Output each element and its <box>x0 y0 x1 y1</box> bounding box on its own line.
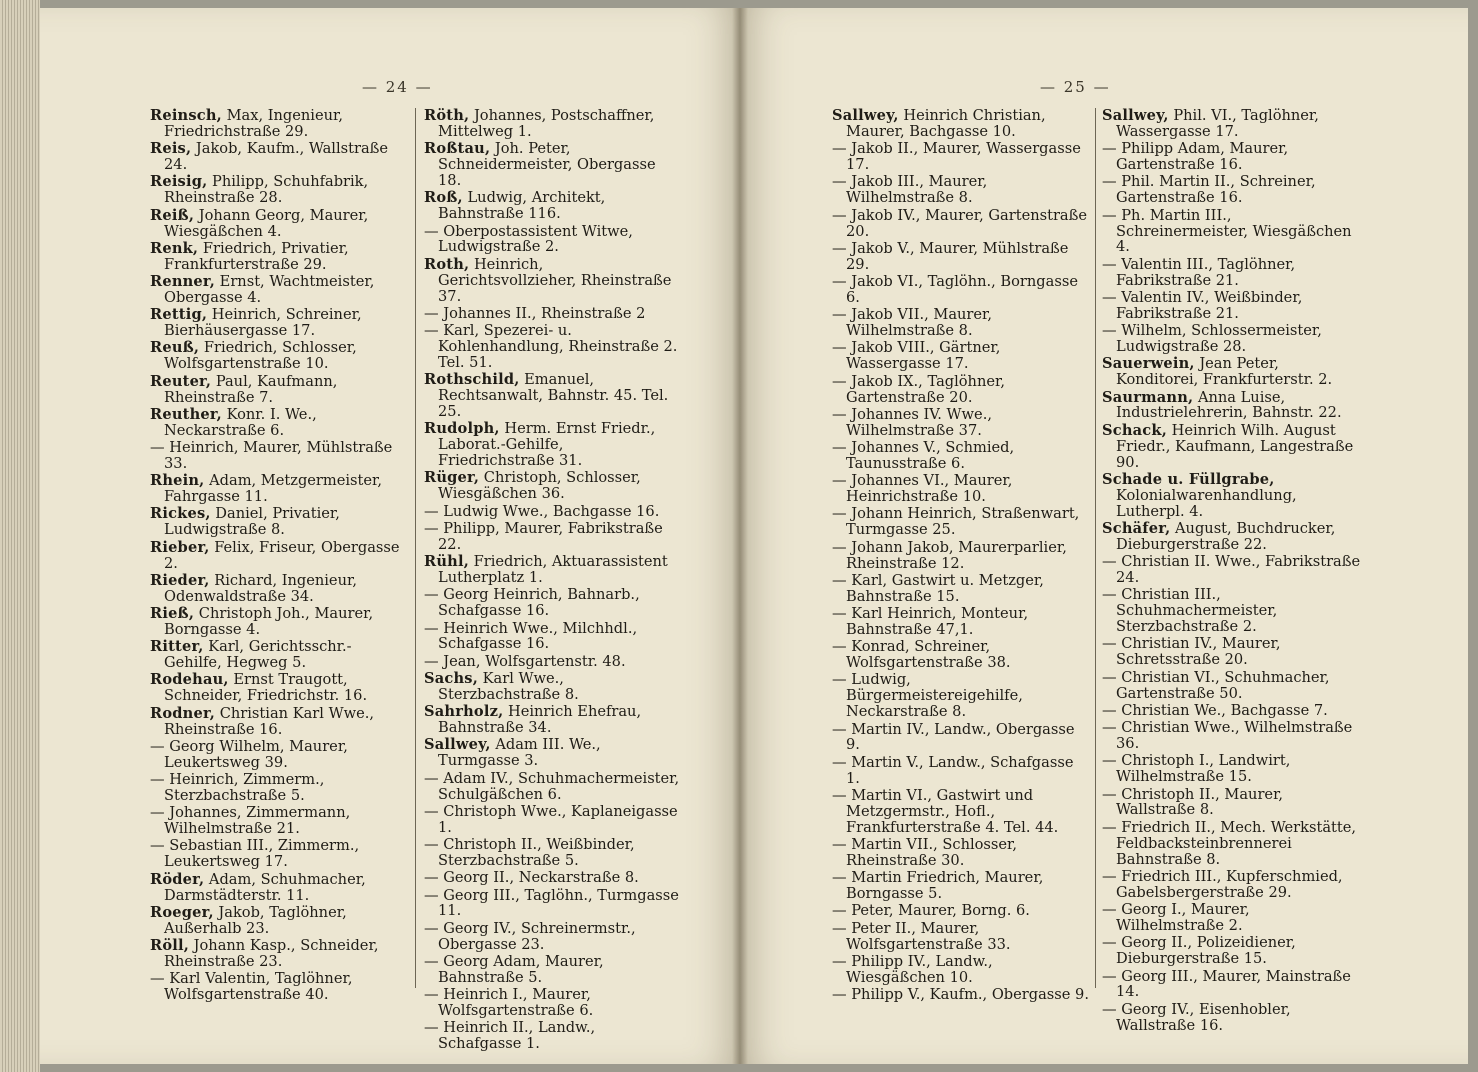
entry-details: — Ludwig, Bürgermeistereigehilfe, Neckarstraße 8. <box>832 671 1023 721</box>
entry-surname: Reuter, <box>150 372 212 390</box>
directory-entry <box>424 504 682 520</box>
directory-entry <box>424 108 682 140</box>
entry-surname: Reinsch, <box>150 107 222 124</box>
entry-details: Jakob, Taglöhner, Außerhalb 23. <box>164 903 347 937</box>
directory-entry <box>1102 521 1362 553</box>
directory-entry <box>150 639 408 671</box>
entry-details: — Georg Adam, Maurer, Bahnstraße 5. <box>424 952 604 986</box>
entry-surname: Roth, <box>424 255 470 273</box>
entry-details: Friedrich, Privatier, Frankfurterstraße 29. <box>164 239 349 273</box>
entry-details: — Georg Heinrich, Bahnarb., Schafgasse 16. <box>424 586 640 620</box>
entry-details: Richard, Ingenieur, Odenwaldstraße 34. <box>164 571 357 605</box>
directory-entry <box>150 473 408 505</box>
entry-details: — Heinrich II., Landw., Schafgasse 1. <box>424 1019 596 1053</box>
directory-entry <box>832 506 1090 538</box>
directory-entry <box>424 987 682 1019</box>
directory-entry <box>424 224 682 256</box>
directory-entry <box>832 307 1090 339</box>
entry-details: — Martin VI., Gastwirt und Metzgermstr., Hofl., Frankfurterstraße 4. Tel. 44. <box>832 786 1059 836</box>
entry-details: — Jakob III., Maurer, Wilhelmstraße 8. <box>832 173 988 207</box>
column-2 <box>424 108 682 1054</box>
directory-entry <box>424 621 682 653</box>
entry-details: Jean Peter, Konditorei, Frankfurterstr. 2. <box>1116 355 1333 389</box>
entry-details: — Johann Jakob, Maurerparlier, Rheinstraße 12. <box>832 538 1067 572</box>
entry-details: — Jakob VII., Maurer, Wilhelmstraße 8. <box>832 306 993 340</box>
entry-details: — Adam IV., Schuhmachermeister, Schulgäßchen 6. <box>424 769 680 803</box>
directory-entry <box>150 241 408 273</box>
entry-surname: Ritter, <box>150 638 204 656</box>
directory-entry <box>150 208 408 240</box>
entry-details: — Philipp V., Kaufm., Obergasse 9. <box>832 986 1089 1004</box>
directory-entry <box>150 141 408 173</box>
entry-surname: Sallwey, <box>832 107 899 124</box>
entry-surname: Reiß, <box>150 206 195 224</box>
directory-entry <box>832 540 1090 572</box>
directory-entry <box>424 141 682 189</box>
directory-entry <box>832 241 1090 273</box>
entry-details: — Karl, Gastwirt u. Metzger, Bahnstraße 15. <box>832 571 1044 605</box>
entry-details: — Georg II., Neckarstraße 8. <box>424 869 639 887</box>
directory-entry <box>424 1020 682 1052</box>
page-edges <box>0 0 40 1072</box>
entry-details: Heinrich, Gerichtsvollzieher, Rheinstraße 37. <box>438 255 672 305</box>
entry-details: Max, Ingenieur, Friedrichstraße 29. <box>164 107 344 140</box>
directory-entry <box>150 374 408 406</box>
directory-entry <box>150 274 408 306</box>
entry-details: Johannes, Postschaffner, Mittelweg 1. <box>438 107 655 140</box>
column-rule-left <box>415 108 416 988</box>
directory-entry <box>150 407 408 439</box>
entry-surname: Sallwey, <box>1102 107 1169 124</box>
entry-details: Emanuel, Rechtsanwalt, Bahnstr. 45. Tel. 25. <box>438 371 669 421</box>
entry-surname: Roßtau, <box>424 140 491 158</box>
directory-entry <box>150 174 408 206</box>
entry-details: — Jakob VIII., Gärtner, Wassergasse 17. <box>832 339 1001 373</box>
directory-entry <box>832 921 1090 953</box>
directory-entry <box>832 672 1090 720</box>
entry-details: Heinrich Christian, Maurer, Bachgasse 10. <box>846 107 1046 140</box>
entry-details: — Karl Valentin, Taglöhner, Wolfsgartenstraße 40. <box>150 970 353 1004</box>
entry-details: — Oberpostassistent Witwe, Ludwigstraße 2. <box>424 222 633 256</box>
entry-details: — Christian III., Schuhmachermeister, Sterzbachstraße 2. <box>1102 586 1278 636</box>
directory-entry <box>832 374 1090 406</box>
entry-details: — Valentin IV., Weißbinder, Fabrikstraße 21. <box>1102 288 1303 322</box>
entry-details: — Martin V., Landw., Schafgasse 1. <box>832 753 1074 787</box>
entry-details: — Christoph II., Maurer, Wallstraße 8. <box>1102 785 1284 819</box>
entry-details: Friedrich, Schlosser, Wolfsgartenstraße 10. <box>164 339 357 373</box>
entry-details: — Georg III., Taglöhn., Turmgasse 11. <box>424 886 679 920</box>
directory-entry <box>832 987 1090 1003</box>
directory-entry <box>424 737 682 769</box>
entry-details: Herm. Ernst Friedr., Laborat.-Gehilfe, Friedrichstraße 31. <box>438 420 656 470</box>
directory-entry <box>832 473 1090 505</box>
directory-entry <box>150 307 408 339</box>
entry-details: — Christian Wwe., Wilhelmstraße 36. <box>1102 719 1353 753</box>
entry-details: — Heinrich, Maurer, Mühlstraße 33. <box>150 439 393 472</box>
directory-entry <box>424 323 682 371</box>
entry-surname: Renner, <box>150 273 216 291</box>
directory-entry <box>832 788 1090 836</box>
directory-entry <box>424 888 682 920</box>
entry-details: — Jakob IX., Taglöhner, Gartenstraße 20. <box>832 372 1006 406</box>
entry-surname: Reis, <box>150 140 192 158</box>
entry-details: — Johannes II., Rheinstraße 2 <box>424 304 646 322</box>
directory-entry <box>1102 323 1362 355</box>
directory-entry <box>150 540 408 572</box>
entry-details: Kolonialwarenhandlung, Lutherpl. 4. <box>1116 486 1297 520</box>
entry-surname: Reisig, <box>150 173 208 191</box>
entry-details: — Johannes, Zimmermann, Wilhelmstraße 21. <box>150 804 351 838</box>
entry-details: — Georg Wilhelm, Maurer, Leukertsweg 39. <box>150 737 348 771</box>
column-3 <box>832 108 1090 1004</box>
directory-entry <box>1102 290 1362 322</box>
entry-details: — Sebastian III., Zimmerm., Leukertsweg 17. <box>150 837 360 871</box>
directory-entry <box>1102 753 1362 785</box>
entry-details: — Jakob VI., Taglöhn., Borngasse 6. <box>832 273 1078 306</box>
directory-entry <box>832 837 1090 869</box>
book-gutter <box>732 8 748 1064</box>
entry-details: — Heinrich, Zimmerm., Sterzbachstraße 5. <box>150 771 325 804</box>
column-rule-right <box>1095 108 1096 988</box>
directory-entry <box>1102 423 1362 471</box>
directory-entry <box>150 672 408 704</box>
entry-surname: Reuther, <box>150 405 222 423</box>
left-page <box>40 8 740 1064</box>
entry-details: — Jakob II., Maurer, Wassergasse 17. <box>832 140 1081 174</box>
entry-details: — Christoph Wwe., Kaplaneigasse 1. <box>424 802 678 836</box>
entry-details: Johann Kasp., Schneider, Rheinstraße 23. <box>164 937 379 970</box>
entry-details: — Konrad, Schreiner, Wolfsgartenstraße 38. <box>832 638 1011 672</box>
directory-entry <box>424 671 682 703</box>
directory-entry <box>150 905 408 937</box>
entry-surname: Saurmann, <box>1102 388 1194 406</box>
entry-details: — Jean, Wolfsgartenstr. 48. <box>424 652 626 670</box>
entry-surname: Rodner, <box>150 704 216 722</box>
directory-entry <box>424 521 682 553</box>
directory-entry <box>832 141 1090 173</box>
directory-entry <box>1102 472 1362 520</box>
entry-details: Adam, Schuhmacher, Darmstädterstr. 11. <box>164 870 366 904</box>
entry-details: Daniel, Privatier, Ludwigstraße 8. <box>164 505 340 539</box>
directory-entry <box>1102 636 1362 668</box>
directory-entry <box>424 921 682 953</box>
entry-details: Heinrich Ehefrau, Bahnstraße 34. <box>438 703 642 737</box>
entry-details: — Johannes VI., Maurer, Heinrichstraße 10. <box>832 472 1013 506</box>
entry-details: Paul, Kaufmann, Rheinstraße 7. <box>164 372 338 406</box>
directory-entry <box>1102 935 1362 967</box>
entry-details: — Peter, Maurer, Borng. 6. <box>832 902 1030 920</box>
directory-entry <box>424 771 682 803</box>
entry-details: — Johannes V., Schmied, Taunusstraße 6. <box>832 439 1015 472</box>
entry-surname: Rühl, <box>424 553 469 571</box>
directory-entry <box>1102 869 1362 901</box>
directory-entry <box>150 440 408 472</box>
entry-surname: Röll, <box>150 937 190 955</box>
entry-surname: Schäfer, <box>1102 519 1171 537</box>
column-1 <box>150 108 408 1004</box>
directory-entry <box>1102 141 1362 173</box>
entry-surname: Rettig, <box>150 306 208 324</box>
entry-details: — Christian IV., Maurer, Schretsstraße 20. <box>1102 635 1281 669</box>
entry-details: — Ludwig Wwe., Bachgasse 16. <box>424 502 660 520</box>
column-4 <box>1102 108 1362 1035</box>
entry-details: — Christian We., Bachgasse 7. <box>1102 701 1328 719</box>
directory-entry <box>1102 902 1362 934</box>
entry-surname: Rieber, <box>150 538 210 556</box>
directory-entry <box>424 837 682 869</box>
entry-details: — Philipp Adam, Maurer, Gartenstraße 16. <box>1102 140 1289 174</box>
entry-details: Heinrich, Schreiner, Bierhäusergasse 17. <box>164 306 362 340</box>
entry-details: — Ph. Martin III., Schreinermeister, Wiesgäßchen 4. <box>1102 206 1352 256</box>
directory-entry <box>150 805 408 837</box>
directory-entry <box>424 554 682 586</box>
directory-entry <box>832 903 1090 919</box>
directory-entry <box>832 340 1090 372</box>
entry-details: — Peter II., Maurer, Wolfsgartenstraße 33. <box>832 919 1011 953</box>
directory-entry <box>832 606 1090 638</box>
directory-entry <box>424 704 682 736</box>
directory-entry <box>1102 787 1362 819</box>
entry-surname: Rickes, <box>150 505 211 523</box>
directory-entry <box>424 587 682 619</box>
directory-entry <box>150 938 408 970</box>
entry-details: Christoph, Schlosser, Wiesgäßchen 36. <box>438 469 641 503</box>
entry-surname: Rodehau, <box>150 671 229 689</box>
directory-entry <box>1102 703 1362 719</box>
entry-details: — Georg IV., Schreinermstr., Obergasse 23. <box>424 919 636 953</box>
entry-details: Philipp, Schuhfabrik, Rheinstraße 28. <box>164 173 369 207</box>
entry-surname: Rudolph, <box>424 420 500 438</box>
entry-details: — Wilhelm, Schlossermeister, Ludwigstraße 28. <box>1102 322 1322 356</box>
directory-entry <box>424 421 682 469</box>
entry-details: Ludwig, Architekt, Bahnstraße 116. <box>438 189 606 223</box>
entry-details: Anna Luise, Industrielehrerin, Bahnstr. 22. <box>1116 388 1342 422</box>
directory-entry <box>150 108 408 140</box>
directory-entry <box>150 971 408 1003</box>
entry-details: Karl, Gerichtsschr.-Gehilfe, Hegweg 5. <box>164 638 352 672</box>
directory-entry <box>1102 554 1362 586</box>
directory-entry <box>1102 720 1362 752</box>
entry-details: — Georg I., Maurer, Wilhelmstraße 2. <box>1102 901 1250 934</box>
entry-surname: Sahrholz, <box>424 703 504 721</box>
directory-entry <box>832 274 1090 306</box>
entry-surname: Rieder, <box>150 571 210 589</box>
directory-entry <box>424 306 682 322</box>
directory-entry <box>150 573 408 605</box>
directory-entry <box>424 654 682 670</box>
entry-details: Konr. I. We., Neckarstraße 6. <box>164 405 317 439</box>
directory-entry <box>832 870 1090 902</box>
directory-entry <box>1102 670 1362 702</box>
directory-entry <box>832 174 1090 206</box>
entry-details: — Christian II. Wwe., Fabrikstraße 24. <box>1102 553 1361 587</box>
directory-entry <box>424 190 682 222</box>
entry-details: — Georg II., Polizeidiener, Dieburgerstraße 15. <box>1102 934 1296 968</box>
entry-surname: Rüger, <box>424 469 480 487</box>
entry-details: — Jakob V., Maurer, Mühlstraße 29. <box>832 239 1069 273</box>
entry-details: Heinrich Wilh. August Friedr., Kaufmann, Langestraße 90. <box>1116 421 1354 471</box>
directory-entry <box>424 257 682 305</box>
entry-details: — Christian VI., Schuhmacher, Gartenstraße 50. <box>1102 668 1330 702</box>
entry-details: — Jakob IV., Maurer, Gartenstraße 20. <box>832 206 1088 240</box>
directory-entry <box>150 606 408 638</box>
directory-entry <box>1102 587 1362 635</box>
directory-entry <box>832 407 1090 439</box>
entry-surname: Röder, <box>150 870 205 888</box>
directory-entry <box>1102 820 1362 868</box>
directory-entry <box>1102 108 1362 140</box>
entry-surname: Sallwey, <box>424 736 491 754</box>
entry-surname: Röth, <box>424 107 470 124</box>
entry-details: — Heinrich Wwe., Milchhdl., Schafgasse 16. <box>424 619 638 653</box>
entry-surname: Rhein, <box>150 472 205 490</box>
entry-details: — Christoph II., Weißbinder, Sterzbachstraße 5. <box>424 836 635 869</box>
entry-details: Adam III. We., Turmgasse 3. <box>438 736 601 770</box>
entry-details: Ernst, Wachtmeister, Obergasse 4. <box>164 273 375 306</box>
entry-surname: Schade u. Füllgrabe, <box>1102 470 1275 488</box>
entry-details: Friedrich, Aktuarassistent Lutherplatz 1. <box>438 553 668 587</box>
directory-entry <box>1102 390 1362 422</box>
entry-details: — Philipp, Maurer, Fabrikstraße 22. <box>424 519 663 553</box>
directory-entry <box>424 804 682 836</box>
entry-details: Phil. VI., Taglöhner, Wassergasse 17. <box>1116 107 1319 140</box>
directory-entry <box>1102 969 1362 1001</box>
entry-details: Joh. Peter, Schneidermeister, Obergasse 18. <box>438 140 656 190</box>
directory-entry <box>832 108 1090 140</box>
directory-entry <box>1102 208 1362 256</box>
entry-details: — Valentin III., Taglöhner, Fabrikstraße 21. <box>1102 255 1296 289</box>
directory-entry <box>150 340 408 372</box>
directory-entry <box>150 872 408 904</box>
entry-surname: Roß, <box>424 189 463 207</box>
directory-entry <box>150 706 408 738</box>
entry-details: — Phil. Martin II., Schreiner, Gartenstraße 16. <box>1102 173 1316 207</box>
entry-details: Christian Karl Wwe., Rheinstraße 16. <box>164 704 374 738</box>
directory-entry <box>424 470 682 502</box>
right-page <box>740 8 1468 1064</box>
entry-details: Adam, Metzgermeister, Fahrgasse 11. <box>164 472 383 506</box>
entry-surname: Rieß, <box>150 605 195 623</box>
entry-details: — Georg IV., Eisenhobler, Wallstraße 16. <box>1102 1000 1291 1034</box>
entry-details: — Martin IV., Landw., Obergasse 9. <box>832 720 1075 754</box>
entry-details: Christoph Joh., Maurer, Borngasse 4. <box>164 605 374 638</box>
entry-details: — Christoph I., Landwirt, Wilhelmstraße 15. <box>1102 752 1291 786</box>
entry-details: Jakob, Kaufm., Wallstraße 24. <box>164 140 389 174</box>
entry-surname: Roeger, <box>150 903 214 921</box>
entry-details: — Johann Heinrich, Straßenwart, Turmgasse 25. <box>832 505 1080 539</box>
entry-details: — Karl, Spezerei- u. Kohlenhandlung, Rheinstraße 2. Tel. 51. <box>424 322 678 371</box>
directory-entry <box>424 372 682 420</box>
directory-entry <box>1102 1002 1362 1034</box>
directory-entry <box>1102 174 1362 206</box>
entry-surname: Sachs, <box>424 670 478 688</box>
page-number-right: — 25 — <box>1040 78 1111 96</box>
directory-entry <box>832 573 1090 605</box>
entry-details: Ernst Traugott, Schneider, Friedrichstr. 16. <box>164 671 368 705</box>
entry-details: — Friedrich III., Kupferschmied, Gabelsbergerstraße 29. <box>1102 867 1343 901</box>
directory-entry <box>150 772 408 804</box>
entry-details: Johann Georg, Maurer, Wiesgäßchen 4. <box>164 206 369 240</box>
directory-entry <box>832 755 1090 787</box>
directory-entry <box>424 954 682 986</box>
directory-entry <box>424 870 682 886</box>
entry-details: — Friedrich II., Mech. Werkstätte, Feldbacksteinbrennerei Bahnstraße 8. <box>1102 818 1357 868</box>
directory-entry <box>150 838 408 870</box>
entry-surname: Renk, <box>150 239 199 257</box>
directory-entry <box>832 954 1090 986</box>
directory-entry <box>832 639 1090 671</box>
directory-entry <box>832 722 1090 754</box>
entry-details: — Johannes IV. Wwe., Wilhelmstraße 37. <box>832 405 992 439</box>
directory-entry <box>832 208 1090 240</box>
entry-surname: Schack, <box>1102 421 1167 439</box>
entry-details: — Martin Friedrich, Maurer, Borngasse 5. <box>832 869 1044 903</box>
entry-details: Felix, Friseur, Obergasse 2. <box>164 538 400 572</box>
entry-details: August, Buchdrucker, Dieburgerstraße 22. <box>1116 519 1336 553</box>
directory-entry <box>1102 257 1362 289</box>
entry-details: Karl Wwe., Sterzbachstraße 8. <box>438 670 579 703</box>
entry-details: — Martin VII., Schlosser, Rheinstraße 30. <box>832 836 1018 869</box>
entry-surname: Rothschild, <box>424 371 520 389</box>
entry-details: — Georg III., Maurer, Mainstraße 14. <box>1102 967 1351 1001</box>
directory-entry <box>1102 356 1362 388</box>
directory-entry <box>832 440 1090 472</box>
directory-entry <box>150 506 408 538</box>
entry-surname: Sauerwein, <box>1102 355 1195 373</box>
entry-details: — Karl Heinrich, Monteur, Bahnstraße 47,1. <box>832 605 1029 638</box>
entry-details: — Philipp IV., Landw., Wiesgäßchen 10. <box>832 952 993 986</box>
directory-entry <box>150 739 408 771</box>
page-number-left: — 24 — <box>362 78 433 96</box>
entry-surname: Reuß, <box>150 339 200 357</box>
entry-details: — Heinrich I., Maurer, Wolfsgartenstraße 6. <box>424 986 594 1020</box>
